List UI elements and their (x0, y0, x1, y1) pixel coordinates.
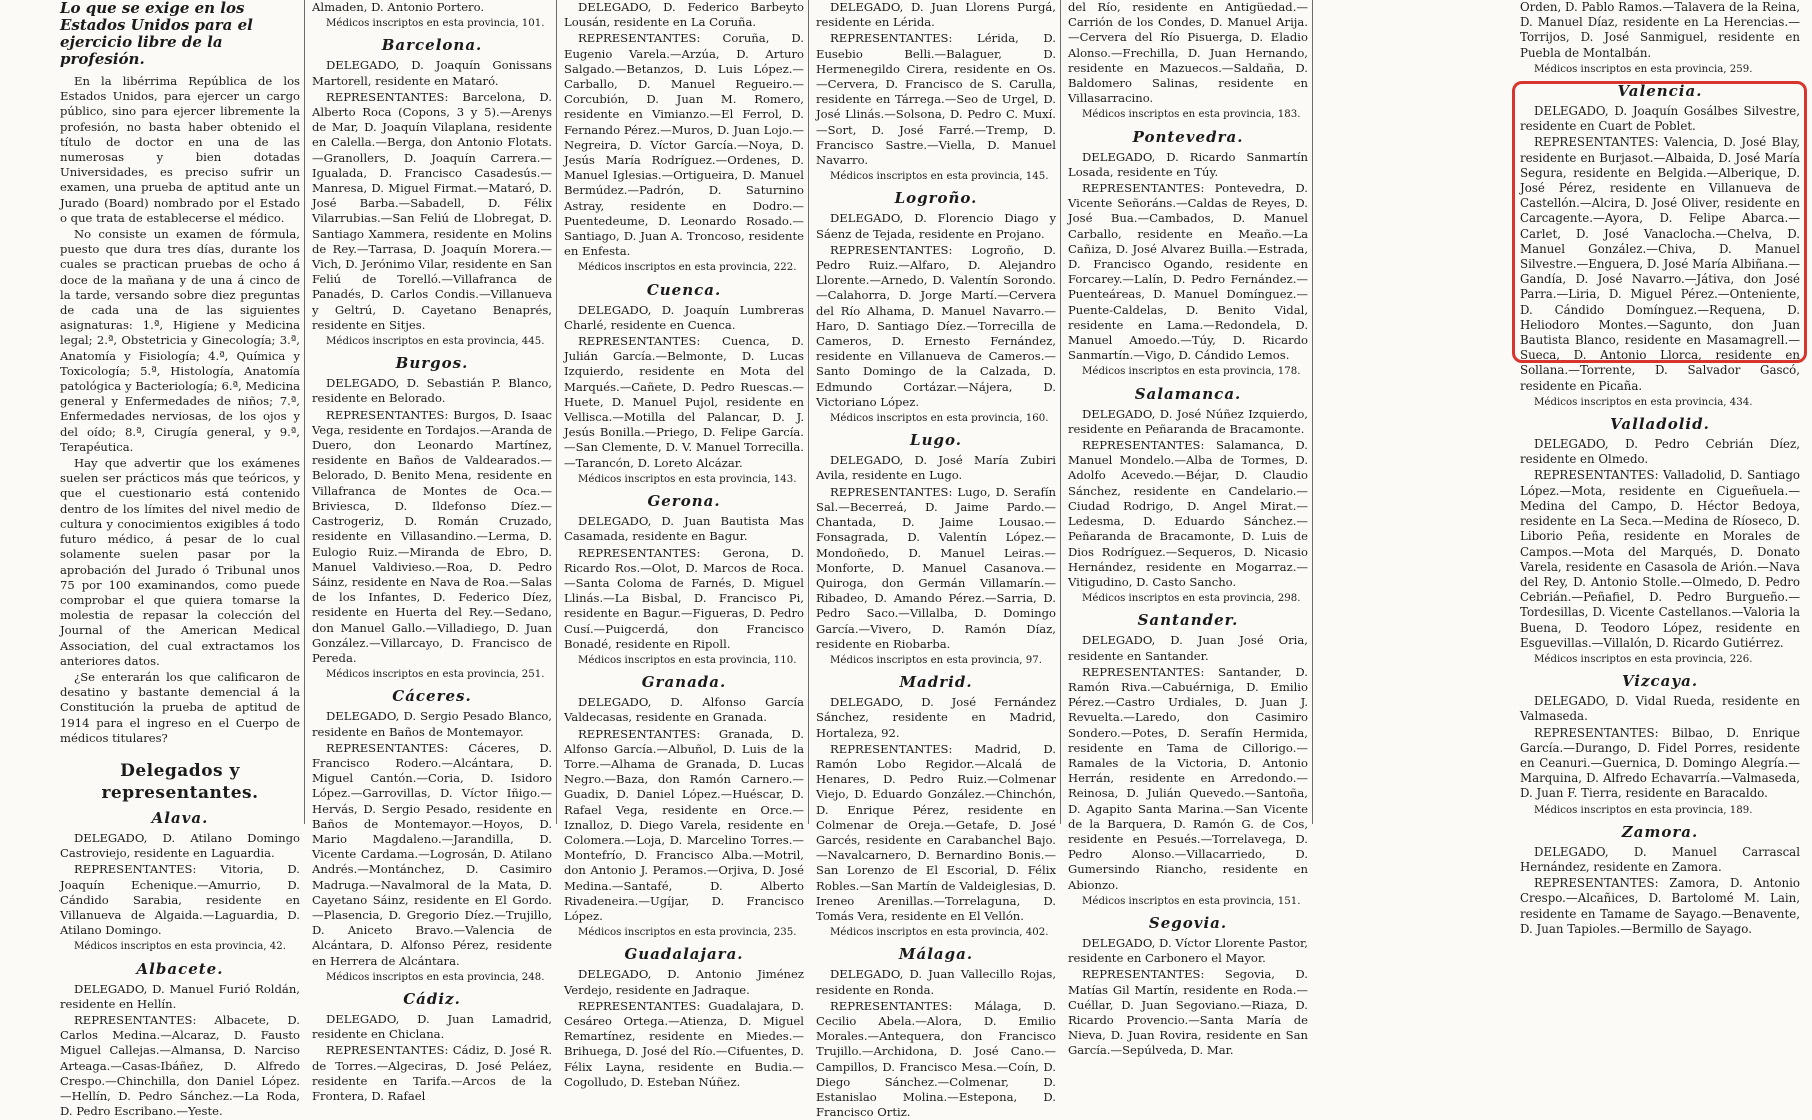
representantes-line: REPRESENTANTES: Salamanca, D. Manuel Mondelo.—Alba de Tormes, D. Adolfo Acevedo.—Béjar, D. Claudio Sánchez, residente en Candelario.—Ciudad Rodrigo, D. Angel Mirat.—Ledesma, D. Eduardo Sánchez.—Peñaranda de Bracamonte, D. Luis de Dios Rodríguez.—Sequeros, D. Nicasio Hernández, residente en Mogarraz.—Vitigudino, D. Casto Sancho. (1068, 438, 1308, 589)
medicos-count: Médicos inscriptos en esta provincia, 97. (830, 654, 1042, 666)
province-entry (564, 0, 804, 276)
province-title: Valencia. (1617, 82, 1703, 101)
province-title: Albacete. (136, 959, 224, 978)
province-entry (564, 672, 804, 940)
representantes-line: REPRESENTANTES: Lugo, D. Serafín Sal.—Becerreá, D. Jaime Pardo.—Chantada, D. Jaime Lousao.—Fonsagrada, D. Valentín López.—Mondoñedo, D. Manuel Leiras.—Monforte, D. Manuel Casanova.—Quiroga, don Germán Villamarín.—Ribadeo, D. Amando Pérez.—Sarria, D. Pedro Saco.—Villalba, D. Domingo García.—Vivero, D. Ramón Díaz, residente en Riobarba. (816, 484, 1056, 651)
representantes-line: del Río, residente en Antigüedad.—Carrión de los Condes, D. Manuel Arija.—Cervera del Río Pisuerga, D. Eladio Alonso.—Frechilla, D. Juan Hernando, residente en Mazuecos.—Saldaña, D. Baldomero Salinas, residente en Villasarracino. (1068, 0, 1308, 106)
province-entry (312, 989, 552, 1104)
delegado-line: DELEGADO, D. Juan Vallecillo Rojas, residente en Ronda. (816, 967, 1056, 997)
article-paragraph: No consiste un examen de fórmula, puesto que dura tres días, durante los cuales se practican pruebas de ocho á doce de la mañana y de una á cinco de la tarde, versando sobre diez preguntas de cada una de las siguientes asignaturas: 1.ª, Higiene y Medicina legal; 2.ª, Obstetricia y Ginecología; 3.ª, Anatomía y Fisiología; 4.ª, Química y Toxicología; 5.ª, Histología, Anatomía patológica y Bacteriología; 6.ª, Medicina general y Enfermedades de niños; 7.ª, Enfermedades nerviosas, de los ojos y del oído; 8.ª, Cirugía general, y 9.ª, Terapéutica. (60, 227, 300, 454)
delegado-line: DELEGADO, D. Alfonso García Valdecasas, residente en Granada. (564, 695, 804, 725)
medicos-count: Médicos inscriptos en esta provincia, 110. (578, 654, 797, 666)
delegado-line: DELEGADO, D. Antonio Jiménez Verdejo, residente en Jadraque. (564, 967, 804, 997)
province-entry (312, 35, 552, 349)
province-entry (816, 0, 1056, 184)
medicos-count: Médicos inscriptos en esta provincia, 259. (1534, 63, 1753, 75)
medicos-count: Médicos inscriptos en esta provincia, 226. (1534, 653, 1753, 665)
representantes-line: Orden, D. Pablo Ramos.—Talavera de la Reina, D. Manuel Díaz, residente en La Herencias.—Torrijos, D. José Sanmiguel, residente en Puebla de Montalbán. (1520, 0, 1800, 60)
representantes-line: REPRESENTANTES: Guadalajara, D. Cesáreo Ortega.—Atienza, D. Miguel Remartínez, residente en Miedes.—Brihuega, D. José del Río.—Cifuentes, D. Félix Layna, residente en Budia.—Cogolludo, D. Esteban Núñez. (564, 998, 804, 1089)
province-entry (1068, 610, 1308, 909)
column-rule (304, 0, 305, 824)
delegado-line: DELEGADO, D. Joaquín Lumbreras Charlé, residente en Cuenca. (564, 302, 804, 332)
representantes-line: REPRESENTANTES: Valencia, D. José Blay, residente en Burjasot.—Albaida, D. José María Segura, residente en Belgida.—Alberique, D. José Pérez, residente en Villanueva de Castellón.—Alcira, D. José Oliver, residente en Carcagente.—Ayora, D. Felipe Abarca.—Carlet, D. José Vanaclocha.—Chelva, D. Manuel González.—Chiva, D. Manuel Silvestre.—Enguera, D. José María Albiñana.—Gandía, D. José Navarro.—Játiva, don José Parra.—Liria, D. Miguel Pérez.—Onteniente, D. Cándido Domínguez.—Requena, D. Heliodoro Montes.—Sagunto, don Juan Bautista Blanco, residente en Masamagrell.—Sueca, D. Antonio Llorca, residente en Sollana.—Torrente, D. Salvador Gascó, residente en Picaña. (1520, 135, 1800, 393)
representantes-line: REPRESENTANTES: Málaga, D. Cecilio Abela.—Alora, D. Emilio Morales.—Antequera, don Francisco Trujillo.—Archidona, D. José Cano.—Campillos, D. Francisco Mesa.—Coín, D. Diego Sánchez.—Colmenar, D. Estanislao Molina.—Estepona, D. Francisco Ortiz. (816, 998, 1056, 1120)
article-paragraph: ¿Se enterarán los que calificaron de desatino y bastante demencial á la Constitución la prueba de aptitud de 1914 para el ingreso en el Cuerpo de médicos titulares? (60, 669, 300, 745)
province-title: Burgos. (395, 354, 469, 373)
province-entry (1520, 822, 1800, 937)
province-title: Segovia. (1148, 913, 1228, 932)
medicos-count: Médicos inscriptos en esta provincia, 298. (1082, 593, 1301, 605)
province-title: Pontevedra. (1132, 127, 1244, 146)
representantes-line: REPRESENTANTES: Santander, D. Ramón Riva.—Cabuérniga, D. Emilio Pérez.—Castro Urdiales, D. Juan J. Revuelta.—Laredo, don Casimiro Sondero.—Potes, D. Serafín Hermida, residente en Tama de Cillorigo.—Ramales de la Victoria, D. Antonio Herrán, residente en Arredondo.—Reinosa, D. Julián Quevedo.—Santoña, D. Agapito Santa Marina.—San Vicente de la Barquera, D. Ramón G. de Cos, residente en Pesués.—Torrelavega, D. Pedro Alonso.—Villacarriedo, D. Gumersindo Riancho, residente en Abionzo. (1068, 664, 1308, 892)
province-entry (564, 280, 804, 487)
delegado-line: DELEGADO, D. Vidal Rueda, residente en Valmaseda. (1520, 694, 1800, 724)
province-entry (60, 959, 300, 1120)
province-entry (1520, 414, 1800, 667)
medicos-count: Médicos inscriptos en esta provincia, 151. (1082, 895, 1301, 907)
medicos-count: Médicos inscriptos en esta provincia, 143. (578, 473, 797, 485)
delegado-line: DELEGADO, D. José Fernández Sánchez, residente en Madrid, Hortaleza, 92. (816, 695, 1056, 740)
province-entry (816, 188, 1056, 426)
delegado-line: DELEGADO, D. Manuel Carrascal Hernández, residente en Zamora. (1520, 844, 1800, 874)
province-title: Madrid. (899, 673, 973, 692)
province-entry (816, 944, 1056, 1120)
province-entry (60, 808, 300, 955)
column-rule (1060, 0, 1061, 824)
province-entry (312, 353, 552, 682)
column-4 (816, 0, 1056, 1120)
medicos-count: Médicos inscriptos en esta provincia, 248. (326, 971, 545, 983)
province-title: Cáceres. (392, 687, 472, 706)
province-entry (564, 491, 804, 668)
delegado-line: DELEGADO, D. Florencio Diago y Sáenz de Tejada, residente en Projano. (816, 211, 1056, 241)
province-title: Barcelona. (381, 36, 483, 55)
province-title: Santander. (1137, 611, 1239, 630)
column-1 (60, 0, 300, 1119)
province-entry (1068, 913, 1308, 1059)
section-heading: Delegados y representantes. (101, 760, 259, 803)
delegado-line: DELEGADO, D. Juan Lamadrid, residente en Chiclana. (312, 1011, 552, 1042)
medicos-count: Médicos inscriptos en esta provincia, 145. (830, 171, 1049, 183)
province-entry (564, 944, 804, 1090)
delegado-line: DELEGADO, D. Juan Llorens Purgá, residente en Lérida. (816, 0, 1056, 30)
delegado-line: DELEGADO, D. Atilano Domingo Castroviejo, residente en Laguardia. (60, 830, 300, 861)
medicos-count: Médicos inscriptos en esta provincia, 235. (578, 927, 797, 939)
delegado-line: DELEGADO, D. Víctor Llorente Pastor, residente en Carbonero el Mayor. (1068, 935, 1308, 966)
province-title: Guadalajara. (624, 945, 744, 964)
medicos-count: Médicos inscriptos en esta provincia, 183. (1082, 109, 1301, 121)
representantes-line: REPRESENTANTES: Burgos, D. Isaac Vega, residente en Tordajos.—Aranda de Duero, don Leonardo Martínez, residente en Baños de Valdearados.—Belorado, D. Benito Mena, residente en Villafranca de Montes de Oca.—Briviesca, D. Ildefonso Díez.—Castrogeriz, D. Román Cruzado, residente en Villasandino.—Lerma, D. Eulogio Ruiz.—Miranda de Ebro, D. Manuel Valdivieso.—Roa, D. Pedro Sáinz, residente en Nava de Roa.—Salas de los Infantes, D. Federico Díez, residente en Huerta del Rey.—Sedano, don Manuel Gallo.—Villadiego, D. Juan González.—Villarcayo, D. Francisco de Pereda. (312, 407, 552, 665)
province-title: Valladolid. (1610, 415, 1710, 434)
column-rule (556, 0, 557, 824)
delegado-line: DELEGADO, D. Federico Barbeyto Lousán, residente en La Coruña. (564, 0, 804, 30)
province-entry (816, 672, 1056, 940)
representantes-line: REPRESENTANTES: Cáceres, D. Francisco Rodero.—Alcántara, D. Miguel Cantón.—Coria, D. Isidoro López.—Garrovillas, D. Víctor Iñigo.—Hervás, D. Sergio Pesado, residente en Baños de Montemayor.—Hoyos, D. Mario Magdaleno.—Jarandilla, D. Vicente Cardama.—Logrosán, D. Atilano Andrés.—Montánchez, D. Casimiro Madruga.—Navalmoral de la Mata, D. Cayetano Sáinz, residente en El Gordo.—Plasencia, D. Gregorio Díez.—Trujillo, D. Aniceto Bravo.—Valencia de Alcántara, D. Alfonso Pérez, residente en Herrera de Alcántara. (312, 740, 552, 968)
medicos-count: Médicos inscriptos en esta provincia, 445. (326, 336, 545, 348)
province-entry (1068, 127, 1308, 380)
delegado-line: DELEGADO, D. José María Zubiri Avila, residente en Lugo. (816, 453, 1056, 483)
delegado-line: DELEGADO, D. Sergio Pesado Blanco, residente en Baños de Montemayor. (312, 709, 552, 739)
representantes-line: REPRESENTANTES: Granada, D. Alfonso García.—Albuñol, D. Luis de la Torre.—Alhama de Granada, D. Lucas Negro.—Baza, don Ramón Carnero.—Guadix, D. Daniel López.—Huéscar, D. Rafael Vega, residente en Orce.—Iznalloz, D. Diego Varela, residente en Colomera.—Loja, D. Marcelino Torres.—Montefrío, D. Francisco Alba.—Motril, don Antonio J. Peramos.—Orjiva, D. José Medina.—Santafé, D. Alberto Rivadeneira.—Ugíjar, D. Francisco López. (564, 726, 804, 923)
delegado-line: DELEGADO, D. Ricardo Sanmartín Losada, residente en Túy. (1068, 149, 1308, 179)
representantes-line: REPRESENTANTES: Madrid, D. Ramón Lobo Regidor.—Alcalá de Henares, D. Pedro Ruiz.—Colmenar Viejo, D. Eduardo González.—Chinchón, D. Enrique Pérez, residente en Colmenar de Oreja.—Getafe, D. José Garcés, residente en Carabanchel Bajo.—Navalcarnero, D. Bernardino Bonis.—San Lorenzo de El Escorial, D. Félix Robles.—San Martín de Valdeiglesias, D. Ireneo Arenillas.—Torrelaguna, D. Tomás Vera, residente en El Vellón. (816, 741, 1056, 923)
representantes-line: REPRESENTANTES: Cuenca, D. Julián García.—Belmonte, D. Lucas Izquierdo, residente en Mota del Marqués.—Cañete, D. Pedro Ruescas.—Huete, D. Manuel Pujol, residente en Vellisca.—Motilla del Palancar, D. J. Jesús Bonilla.—Priego, D. Felipe García.—San Clemente, D. V. Manuel Torrecilla.—Tarancón, D. Loreto Alcázar. (564, 334, 804, 470)
province-title: Zamora. (1621, 822, 1699, 841)
medicos-count: Médicos inscriptos en esta provincia, 42. (74, 941, 286, 953)
medicos-count: Médicos inscriptos en esta provincia, 160. (830, 413, 1049, 425)
representantes-line: REPRESENTANTES: Bilbao, D. Enrique García.—Durango, D. Fidel Porres, residente en Ceanuri.—Guernica, D. Domingo Alegría.—Marquina, D. Alfredo Echavarría.—Valmaseda, D. Juan F. Tierra, residente en Baracaldo. (1520, 725, 1800, 801)
delegado-line: DELEGADO, D. Pedro Cebrián Díez, residente en Olmedo. (1520, 437, 1800, 467)
representantes-line: REPRESENTANTES: Zamora, D. Antonio Crespo.—Alcañices, D. Bartolomé M. Lain, residente en Tamame de Sayago.—Benavente, D. Juan Tapioles.—Bermillo de Sayago. (1520, 876, 1800, 936)
representantes-line: REPRESENTANTES: Barcelona, D. Alberto Roca (Copons, 3 y 5).—Arenys de Mar, D. Joaquín Vilaplana, residente en Calella.—Berga, don Antonio Flotats.—Granollers, D. Joaquín Carrera.—Igualada, D. Francisco Casadesús.—Manresa, D. Miguel Firmat.—Mataró, D. José Barba.—Sabadell, D. Félix Vilarrubias.—San Feliú de Llobregat, D. Santiago Xammera, residente en Molins de Rey.—Tarrasa, D. Joaquín Morera.—Vich, D. Jerónimo Vilar, residente en San Feliú de Torelló.—Villafranca de Panadés, D. Carlos Condis.—Villanueva y Geltrú, D. Cayetano Benaprés, residente en Sitjes. (312, 89, 552, 332)
delegado-line: DELEGADO, D. Joaquín Gonissans Martorell, residente en Mataró. (312, 58, 552, 88)
column-rule (808, 0, 809, 824)
province-title: Salamanca. (1134, 384, 1242, 403)
representantes-line: Almaden, D. Antonio Portero. (312, 0, 485, 14)
province-entry (312, 686, 552, 985)
province-entry (1068, 384, 1308, 607)
representantes-line: REPRESENTANTES: Valladolid, D. Santiago López.—Mota, residente en Cigueñuela.—Medina del Campo, D. Héctor Bedoya, residente en La Seca.—Medina de Ríoseco, D. Liborio Peña, residente en Morales de Campos.—Mota del Marqués, D. Donato Varela, residente en Casasola de Arión.—Nava del Rey, D. Antonio Stolle.—Olmedo, D. Pedro Cebrián.—Peñafiel, D. Pedro Burgueño.—Tordesillas, D. Vicente Castellanos.—Valoria la Buena, D. Teodoro López, residente en Esguevillas.—Villalón, D. Ricardo Gutiérrez. (1520, 468, 1800, 650)
province-entry (1520, 671, 1800, 818)
province-title: Cuenca. (646, 280, 722, 299)
delegado-line: DELEGADO, D. Sebastián P. Blanco, residente en Belorado. (312, 376, 552, 406)
column-3 (564, 0, 804, 1089)
medicos-count: Médicos inscriptos en esta provincia, 434. (1534, 396, 1753, 408)
medicos-count: Médicos inscriptos en esta provincia, 101. (326, 18, 545, 30)
province-title: Cádiz. (403, 989, 461, 1008)
province-title: Málaga. (898, 945, 974, 964)
delegado-line: DELEGADO, D. Juan José Oria, residente en Santander. (1068, 633, 1308, 663)
delegado-line: DELEGADO, D. Joaquín Gosálbes Silvestre, residente en Cuart de Poblet. (1520, 104, 1800, 134)
delegado-line: DELEGADO, D. Manuel Furió Roldán, residente en Hellín. (60, 981, 300, 1011)
province-title: Granada. (641, 673, 727, 692)
province-title: Gerona. (647, 492, 721, 511)
column-rule (1312, 0, 1313, 824)
province-title: Alava. (151, 808, 209, 827)
province-entry (816, 430, 1056, 668)
province-title: Logroño. (894, 189, 978, 208)
representantes-line: REPRESENTANTES: Cádiz, D. José R. de Torres.—Algeciras, D. José Peláez, residente en Tarifa.—Arcos de la Frontera, D. Rafael (312, 1043, 552, 1103)
representantes-line: REPRESENTANTES: Coruña, D. Eugenio Varela.—Arzúa, D. Arturo Salgado.—Betanzos, D. Luis López.—Carballo, D. Manuel Regueiro.—Corcubión, D. Juan M. Romero, residente en Vimianzo.—El Ferrol, D. Fernando Pérez.—Muros, D. Juan Lojo.—Negreira, D. Víctor García.—Noya, D. Jesús María Rodríguez.—Ordenes, D. Manuel Iglesias.—Ortigueira, D. Manuel Bermúdez.—Padrón, D. Saturnino Astray, residente en Dodro.—Puentedeume, D. Leonardo Rosado.—Santiago, D. Juan A. Troncoso, residente en Enfesta. (564, 31, 804, 259)
article-paragraph: Hay que advertir que los exámenes suelen ser prácticos más que teóricos, y que el cuestionario está contenido dentro de los límites del nivel medio de cultura y conocimientos exigibles á todo futuro médico, á pesar de lo cual solamente suelen pasar por la aprobación del Jurado ó Tribunal unos 75 por 100 examinandos, como puede comprobar el que quiera tomarse la molestia de repasar la colección del Journal of the American Medical Association, del cual extractamos los anteriores datos. (60, 456, 300, 668)
representantes-line: REPRESENTANTES: Logroño, D. Pedro Ruiz.—Alfaro, D. Alejandro Llorente.—Arnedo, D. Valentín Sorondo.—Calahorra, D. Jorge Martí.—Cervera del Río Alhama, D. Manuel Navarro.—Haro, D. Santiago Díez.—Torrecilla de Cameros, D. Ernesto Fernández, residente en Villanueva de Cameros.—Santo Domingo de la Calzada, D. Edmundo Cortázar.—Nájera, D. Victoriano López. (816, 242, 1056, 409)
article-paragraph: En la libérrima República de los Estados Unidos, para ejercer un cargo público, sino para ejercer libremente la profesión, no basta haber obtenido el título de doctor en una de las numerosas y bien dotadas Universidades, es preciso sufrir un examen, una prueba de aptitud ante un Jurado (Board) nombrado por el Estado o que trata de establecerse el médico. (60, 74, 300, 225)
medicos-count: Médicos inscriptos en esta provincia, 178. (1082, 366, 1301, 378)
column-2 (312, 0, 552, 1103)
article-heading: Lo que se exige en los Estados Unidos para el ejercicio libre de la profesión. (60, 0, 253, 68)
province-title: Lugo. (910, 431, 962, 450)
representantes-line: REPRESENTANTES: Gerona, D. Ricardo Ros.—Olot, D. Marcos de Roca.—Santa Coloma de Farnés, D. Miguel Llinás.—La Bisbal, D. Francisco Pi, residente en Bagur.—Figueras, D. Pedro Cusí.—Puigcerdá, don Francisco Bonadé, residente en Ripoll. (564, 545, 804, 651)
representantes-line: REPRESENTANTES: Albacete, D. Carlos Medina.—Alcaraz, D. Fausto Miguel Callejas.—Almansa, D. Narciso Arteaga.—Casas-Ibáñez, D. Alfredo Crespo.—Chinchilla, don Daniel López.—Hellín, D. Pedro Sánchez.—La Roda, D. Pedro Escribano.—Yeste. (60, 1012, 300, 1119)
highlight-box (1512, 81, 1807, 363)
medicos-count: Médicos inscriptos en esta provincia, 251. (326, 669, 545, 681)
delegado-line: DELEGADO, D. Juan Bautista Mas Casamada, residente en Bagur. (564, 514, 804, 544)
representantes-line: REPRESENTANTES: Pontevedra, D. Vicente Señoráns.—Caldas de Reyes, D. José Bua.—Cambados, D. Manuel Carballo, residente en Meaño.—La Cañiza, D. José Alvarez Builla.—Estrada, D. Francisco Ogando, residente en Forcarey.—Lalín, D. Pedro Fernández.—Puenteáreas, D. Manuel Domínguez.—Puente-Caldelas, D. Benito Vidal, residente en Lama.—Redondela, D. Manuel Amoedo.—Túy, D. Ricardo Sanmartín.—Vigo, D. Cándido Lemos. (1068, 181, 1308, 363)
medicos-count: Médicos inscriptos en esta provincia, 222. (578, 262, 797, 274)
representantes-line: REPRESENTANTES: Vitoria, D. Joaquín Echenique.—Amurrio, D. Cándido Sarabia, residente en Villanueva de Algaida.—Laguardia, D. Atilano Domingo. (60, 862, 300, 938)
delegado-line: DELEGADO, D. José Núñez Izquierdo, residente en Peñaranda de Bracamonte. (1068, 406, 1308, 436)
medicos-count: Médicos inscriptos en esta provincia, 402. (830, 927, 1049, 939)
province-title: Vizcaya. (1621, 672, 1699, 691)
representantes-line: REPRESENTANTES: Segovia, D. Matías Gil Martín, residente en Roda.—Cuéllar, D. Juan Segoviano.—Riaza, D. Ricardo Provencio.—Santa María de Nieva, D. Juan Rovira, residente en San García.—Sepúlveda, D. Mar. (1068, 967, 1308, 1058)
representantes-line: REPRESENTANTES: Lérida, D. Eusebio Belli.—Balaguer, D. Hermenegildo Cirera, residente en Os.—Cervera, D. Francisco de S. Carulla, residente en Tárrega.—Seo de Urgel, D. José Llinás.—Solsona, D. Pedro C. Muxí.—Sort, D. José Farré.—Tremp, D. Francisco Sastre.—Viella, D. Manuel Navarro. (816, 31, 1056, 168)
column-5 (1068, 0, 1308, 1058)
medicos-count: Médicos inscriptos en esta provincia, 189. (1534, 804, 1753, 816)
